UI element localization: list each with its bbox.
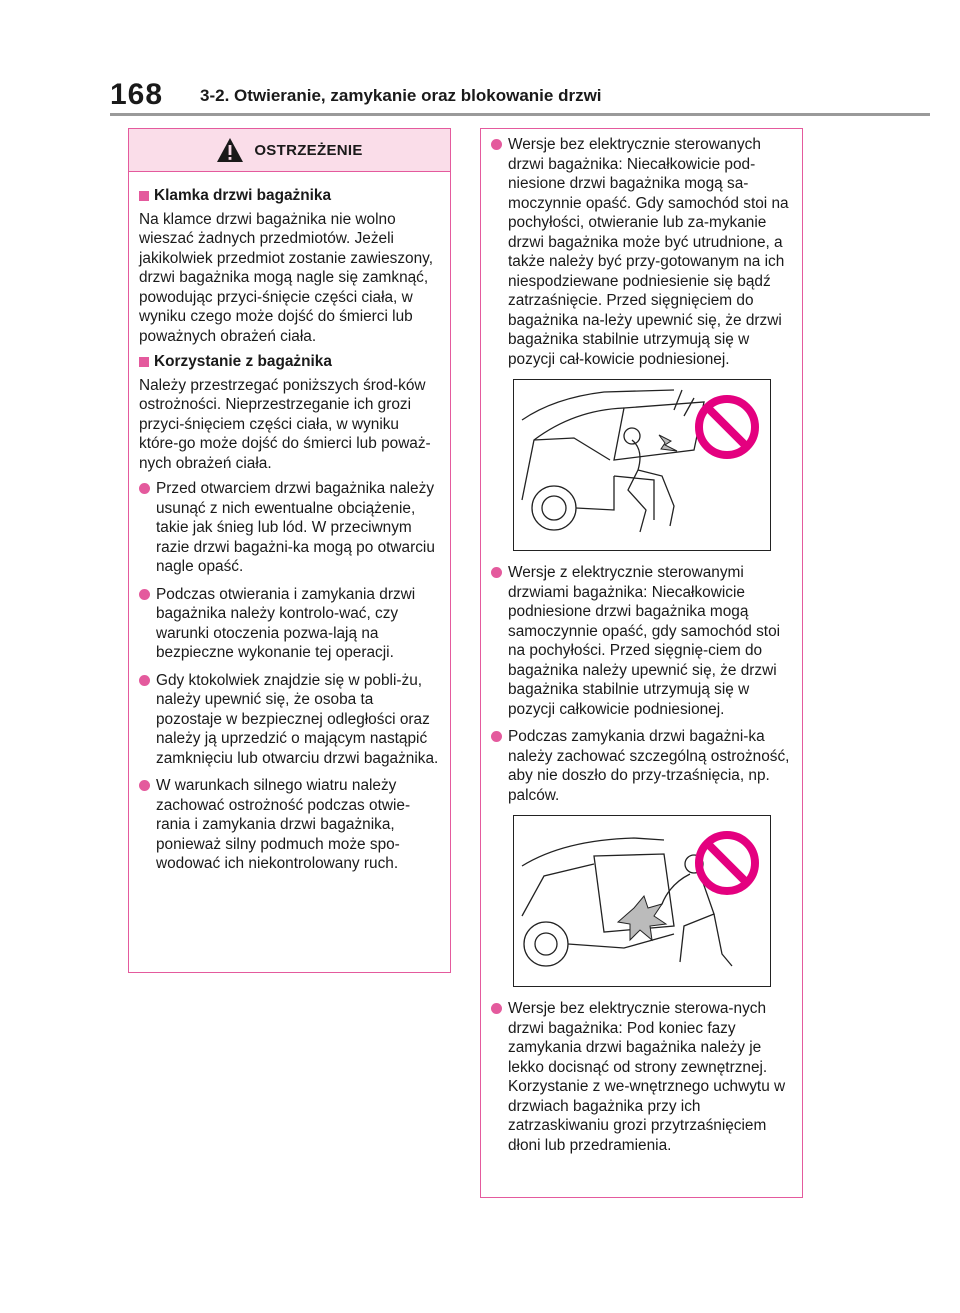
section-heading: Korzystanie z bagażnika xyxy=(139,352,441,372)
square-bullet-icon xyxy=(139,357,149,367)
section-heading: Klamka drzwi bagażnika xyxy=(139,186,441,206)
warning-triangle-icon xyxy=(216,137,244,163)
warning-content xyxy=(129,172,450,874)
warning-title: OSTRZEŻENIE xyxy=(254,141,363,159)
list-item: Gdy ktokolwiek znajdzie się w pobli-żu, należy upewnić się, że osoba ta pozostaje w bezpiecznej odległości oraz należy ją uprzedzić o mającym nastąpić zamknięciu lub otwarciu drzwi bagażnika. xyxy=(139,671,441,769)
list-item: Wersje bez elektrycznie sterowanych drzwi bagażnika: Niecałkowicie pod-niesione drzwi bagażnika mogą sa-moczynnie opaść. Gdy samochód stoi na pochyłości, otwieranie lub za-mykanie drzwi bagażnika może być utrudnione, a także należy być przy-gotowanym na ich niespodziewane podniesienie się bądź zatrzaśnięcie. Przed sięgnięciem do bagażnika na-leży upewnić się, że drzwi bagażnika stabilnie utrzymują się w pozycji cał-kowicie podniesionej. xyxy=(491,135,793,369)
list-item: Podczas otwierania i zamykania drzwi bagażnika należy kontrolo-wać, czy warunki otoczenia pozwa-lają na bezpieczne wykonanie tej operacji. xyxy=(139,585,441,663)
prohibition-sign-icon xyxy=(694,830,760,896)
page-header xyxy=(0,0,960,120)
list-item: Wersje z elektrycznie sterowanymi drzwiami bagażnika: Niecałkowicie podniesione drzwi bagażnika mogą samoczynnie opaść, gdy samochód stoi na pochyłości. Przed sięgnię-ciem do bagażnika należy upewnić się, że drzwi bagażnika stabilnie utrzymują się w pozycji całkowicie podniesionej. xyxy=(491,563,793,719)
page-number: 168 xyxy=(110,78,164,111)
list-item: Podczas zamykania drzwi bagażni-ka należy zachować szczególną ostrożność, aby nie doszło do przy-trzaśnięcia, np. palców. xyxy=(491,727,793,805)
bullet-dot-icon xyxy=(491,567,502,578)
bullet-dot-icon xyxy=(139,483,150,494)
illustration-tailgate-opening xyxy=(513,379,771,551)
bullet-dot-icon xyxy=(491,731,502,742)
chapter-title: 3-2. Otwieranie, zamykanie oraz blokowanie drzwi xyxy=(200,86,602,105)
header-divider xyxy=(110,113,930,116)
paragraph: Na klamce drzwi bagażnika nie wolno wieszać żadnych przedmiotów. Jeżeli jakikolwiek przedmiot zostanie zawieszony, drzwi bagażnika mogą nagle się zamknąć, powodując przyci-śnięcie części ciała, w wyniku czego może dojść do śmierci lub poważnych obrażeń ciała. xyxy=(139,210,433,345)
bullet-dot-icon xyxy=(491,1003,502,1014)
paragraph: Należy przestrzegać poniższych środ-ków ostrożności. Nieprzestrzeganie ich grozi przyci-śnięciem części ciała, w wyniku które-go może dojść do śmierci lub poważ-nych obrażeń ciała. xyxy=(139,376,431,472)
list-item: Wersje bez elektrycznie sterowa-nych drzwi bagażnika: Pod koniec fazy zamykania drzwi bagażnika należy je lekko docisnąć od strony zewnętrznej. Korzystanie z we-wnętrznego uchwytu w drzwiach bagażnika przy ich zatrzaskiwaniu grozi przytrzaśnięciem dłoni lub przedramienia. xyxy=(491,999,793,1155)
bullet-dot-icon xyxy=(139,589,150,600)
warning-box-continued xyxy=(480,128,803,1198)
bullet-dot-icon xyxy=(139,780,150,791)
list-item: Przed otwarciem drzwi bagażnika należy usunąć z nich ewentualne obciążenie, takie jak śnieg lub lód. W przeciwnym razie drzwi bagażni-ka mogą po otwarciu nagle opaść. xyxy=(139,479,441,577)
list-item: W warunkach silnego wiatru należy zachować ostrożność podczas otwie-rania i zamykania drzwi bagażnika, ponieważ silny podmuch może spo-wodować ich niekontrolowany ruch. xyxy=(139,776,441,874)
warning-content-continued xyxy=(481,129,802,1155)
bullet-dot-icon xyxy=(491,139,502,150)
illustration-tailgate-closing xyxy=(513,815,771,987)
bullet-dot-icon xyxy=(139,675,150,686)
prohibition-sign-icon xyxy=(694,394,760,460)
warning-box xyxy=(128,128,451,973)
warning-header xyxy=(129,129,450,172)
square-bullet-icon xyxy=(139,191,149,201)
